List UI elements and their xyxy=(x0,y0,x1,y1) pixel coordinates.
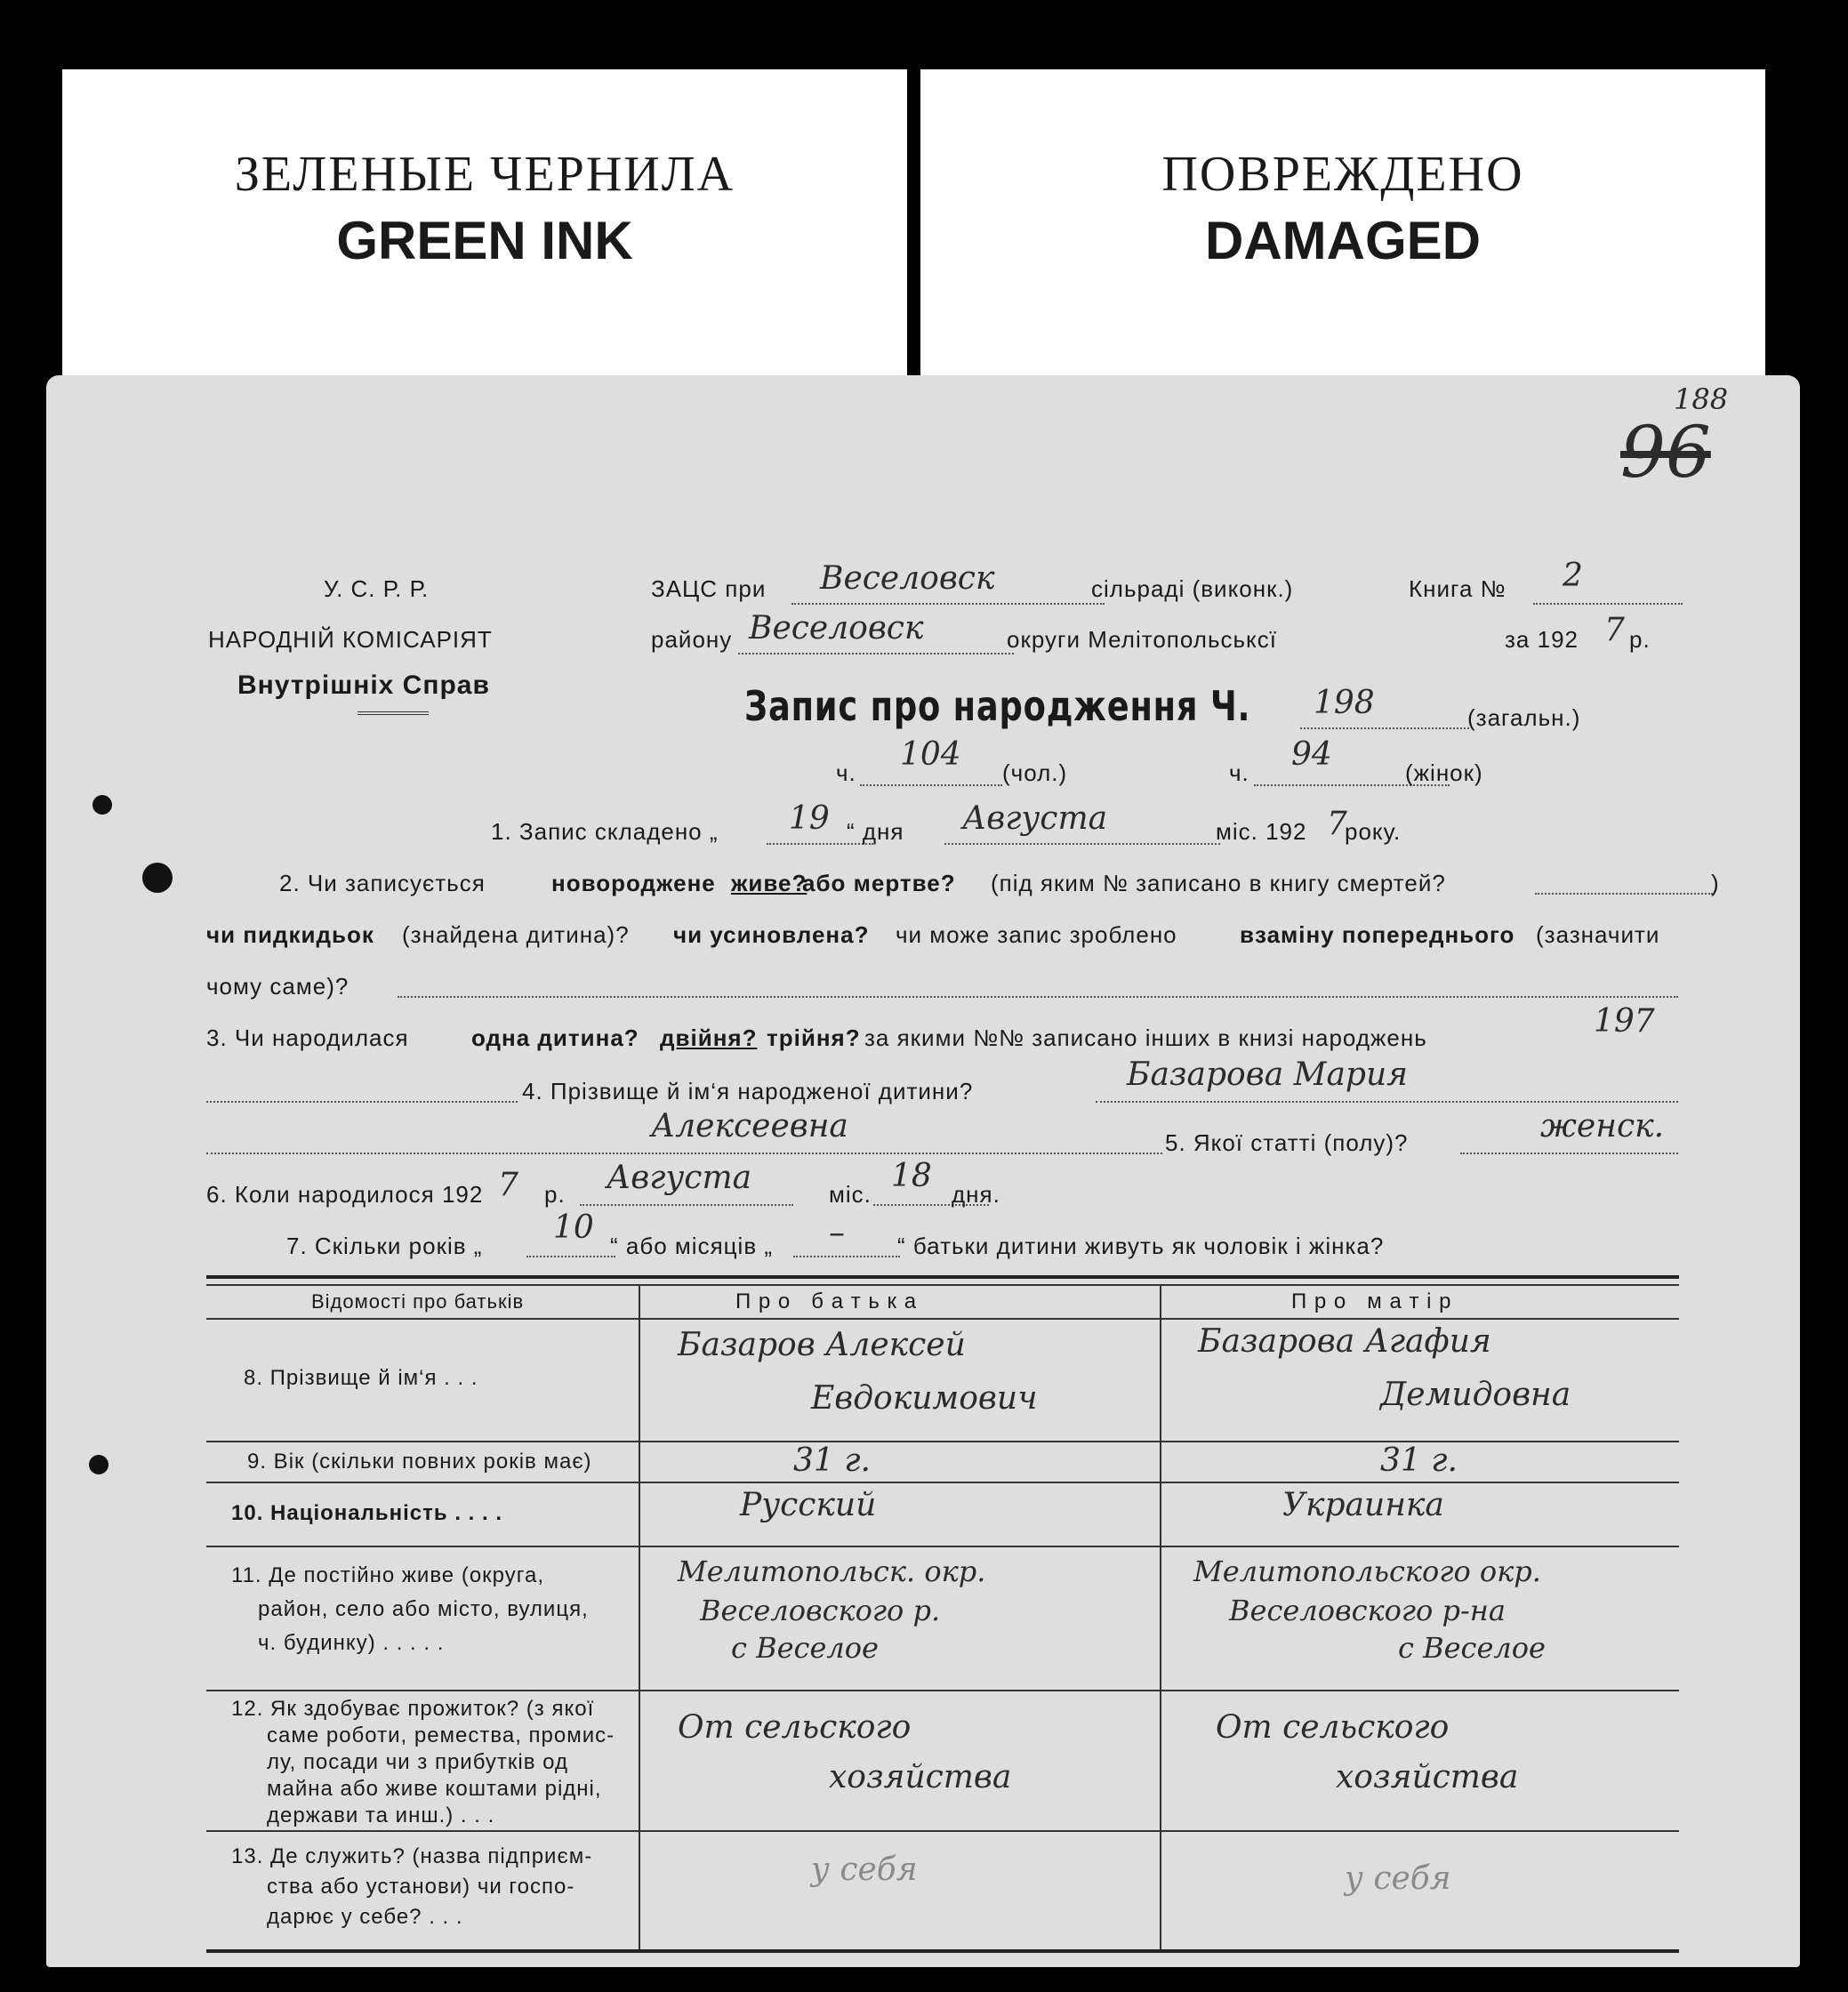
row12-label-3: лу, посади чи з прибутків од xyxy=(267,1750,568,1774)
item1-day-suffix: “ дня xyxy=(847,818,904,845)
male-count: 104 xyxy=(900,736,961,773)
zags-value: Веселовск xyxy=(820,560,995,597)
item6-b: р. xyxy=(544,1181,566,1208)
mother-occupation-2: хозяйства xyxy=(1336,1759,1519,1795)
item3-b: одна дитина? xyxy=(471,1024,639,1051)
ministry-underline xyxy=(358,711,429,715)
child-name-line2: Алексеевна xyxy=(651,1108,848,1145)
item6-a: 6. Коли народилося 192 xyxy=(206,1181,484,1208)
female-label: (жінок) xyxy=(1405,759,1483,786)
row11-label-3: ч. будинку) . . . . . xyxy=(258,1631,445,1655)
record-title: Запис про народження Ч. xyxy=(744,682,1251,730)
item1-label: 1. Запис складено „ xyxy=(491,818,719,845)
book-number: 2 xyxy=(1563,558,1583,594)
okrug-label: округи Мелітопольськсї xyxy=(1007,626,1277,653)
row12-label-4: майна або живе коштами рідні, xyxy=(267,1777,602,1801)
year-suffix: р. xyxy=(1629,626,1651,653)
commissariat-header: НАРОДНІЙ КОМІСАРІЯТ xyxy=(208,626,493,653)
item1-year-suffix: року. xyxy=(1345,818,1402,845)
item2-i: чи усиновлена? xyxy=(673,921,870,948)
item3-c: двійня? xyxy=(660,1024,758,1051)
female-prefix: ч. xyxy=(1229,759,1249,786)
item2-d: або мертве? xyxy=(802,870,956,896)
row9-label: 9. Вік (скільки повних років має) xyxy=(247,1450,592,1474)
item4-label: 4. Прізвище й ім‘я народженої дитини? xyxy=(522,1078,974,1104)
item2-f: ) xyxy=(1711,870,1720,896)
sheet-number-new: 188 xyxy=(1674,382,1729,416)
father-workplace: у себя xyxy=(811,1851,918,1888)
row12-label-1: 12. Як здобуває прожиток? (з якої xyxy=(231,1697,595,1721)
father-residence-1: Мелитопольск. окр. xyxy=(678,1554,986,1588)
mother-workplace: у себя xyxy=(1345,1860,1451,1897)
row11-label-2: район, село або місто, вулиця, xyxy=(258,1597,589,1621)
year-prefix: за 192 xyxy=(1505,626,1579,653)
year-digit: 7 xyxy=(1604,612,1625,648)
item2-j: чи може запис зроблено xyxy=(896,921,1177,948)
male-prefix: ч. xyxy=(836,759,856,786)
table-header-father: П р о б а т ь к а xyxy=(735,1289,918,1313)
item2-l: (зазначити xyxy=(1536,921,1660,948)
item7-c: “ батьки дитини живуть як чоловік і жінка? xyxy=(897,1233,1385,1259)
row12-label-5: держави та инш.) . . . xyxy=(267,1803,495,1827)
mother-surname: Базарова Агафия xyxy=(1198,1323,1491,1360)
mother-nationality: Украинка xyxy=(1282,1487,1444,1523)
row13-label-2: ства або установи) чи госпо- xyxy=(267,1875,575,1899)
zags-prefix: ЗАЦС при xyxy=(651,575,767,602)
punch-hole xyxy=(89,1455,108,1474)
item5-label: 5. Якої статті (полу)? xyxy=(1165,1129,1409,1156)
father-nationality: Русский xyxy=(740,1487,877,1523)
mother-patronymic: Демидовна xyxy=(1380,1377,1571,1413)
ussr-header: У. С. Р. Р. xyxy=(324,575,430,602)
father-residence-2: Веселовского р. xyxy=(700,1594,941,1627)
item2-m: чому саме)? xyxy=(206,973,350,1000)
other-births-number: 197 xyxy=(1594,1003,1655,1040)
total-label: (загальн.) xyxy=(1467,704,1581,731)
item1-month-suffix: міс. 192 xyxy=(1216,818,1307,845)
table-header-mother: П р о м а т і р xyxy=(1291,1289,1452,1313)
damaged-label-card xyxy=(920,69,1765,407)
father-surname: Базаров Алексей xyxy=(678,1327,966,1363)
birth-day: 18 xyxy=(891,1158,932,1194)
item2-e: (під яким № записано в книгу смертей? xyxy=(991,870,1446,896)
father-patronymic: Евдокимович xyxy=(811,1380,1038,1417)
damaged-ru: ПОВРЕЖДЕНО xyxy=(1161,147,1524,202)
council-label: сільраді (виконк.) xyxy=(1091,575,1294,602)
years-together: 10 xyxy=(553,1209,594,1246)
item6-c: міс. xyxy=(829,1181,872,1208)
row11-label-1: 11. Де постійно живе (округа, xyxy=(231,1563,544,1587)
item2-k: взаміну попереднього xyxy=(1240,921,1515,948)
table-header-info: Відомості про батьків xyxy=(311,1290,525,1313)
item6-d: дня. xyxy=(952,1181,1000,1208)
item2-h: (знайдена дитина)? xyxy=(402,921,630,948)
item2-a: 2. Чи записується xyxy=(279,870,486,896)
item7-a: 7. Скільки років „ xyxy=(286,1233,483,1259)
row13-label-1: 13. Де служить? (назва підприєм- xyxy=(231,1844,593,1868)
child-sex: женск. xyxy=(1540,1108,1665,1145)
father-age: 31 г. xyxy=(793,1442,871,1479)
record-year-digit: 7 xyxy=(1327,806,1347,842)
row8-label: 8. Прізвище й ім‘я . . . xyxy=(244,1366,478,1390)
mother-age: 31 г. xyxy=(1380,1442,1458,1479)
punch-hole xyxy=(92,795,112,815)
row12-label-2: саме роботи, ремества, промис- xyxy=(267,1723,615,1747)
birth-year-digit: 7 xyxy=(498,1167,518,1203)
ministry-header: Внутрішніх Справ xyxy=(237,671,490,700)
item2-g: чи пидкидьок xyxy=(206,921,374,948)
item2-b: новороджене xyxy=(551,870,716,896)
item3-e: за якими №№ записано інших в книзі народжень xyxy=(864,1024,1427,1051)
green-ink-en: GREEN INK xyxy=(336,211,633,270)
record-day: 19 xyxy=(789,800,830,837)
punch-hole xyxy=(142,863,173,893)
item3-a: 3. Чи народилася xyxy=(206,1024,409,1051)
male-label: (чол.) xyxy=(1002,759,1068,786)
mother-residence-2: Веселовского р-на xyxy=(1229,1594,1506,1627)
district-value: Веселовск xyxy=(749,610,924,647)
record-month: Августа xyxy=(962,800,1108,837)
green-ink-ru: ЗЕЛЕНЫЕ ЧЕРНИЛА xyxy=(234,147,735,202)
female-count: 94 xyxy=(1291,736,1332,773)
green-ink-label-card xyxy=(62,69,907,407)
book-label: Книга № xyxy=(1409,575,1507,602)
record-number: 198 xyxy=(1314,685,1375,721)
mother-residence-1: Мелитопольского окр. xyxy=(1193,1554,1541,1588)
item7-b: “ або місяців „ xyxy=(610,1233,774,1259)
row10-label: 10. Національність . . . . xyxy=(231,1501,502,1525)
damaged-en: DAMAGED xyxy=(1205,211,1481,270)
mother-occupation-1: От сельского xyxy=(1216,1709,1450,1746)
father-residence-3: с Веселое xyxy=(731,1631,879,1665)
district-label: району xyxy=(651,626,733,653)
sheet-number-old: 96 xyxy=(1620,411,1711,494)
child-name-line1: Базарова Мария xyxy=(1127,1056,1408,1093)
mother-residence-3: с Веселое xyxy=(1398,1631,1546,1665)
father-occupation-2: хозяйства xyxy=(829,1759,1012,1795)
birth-record-sheet xyxy=(46,375,1800,1967)
birth-month: Августа xyxy=(607,1160,752,1196)
months-together: – xyxy=(829,1215,845,1251)
row13-label-3: дарює у себе? . . . xyxy=(267,1905,463,1929)
item3-d: трійня? xyxy=(767,1024,861,1051)
item2-c: живе? xyxy=(731,870,807,896)
father-occupation-1: От сельского xyxy=(678,1709,912,1746)
